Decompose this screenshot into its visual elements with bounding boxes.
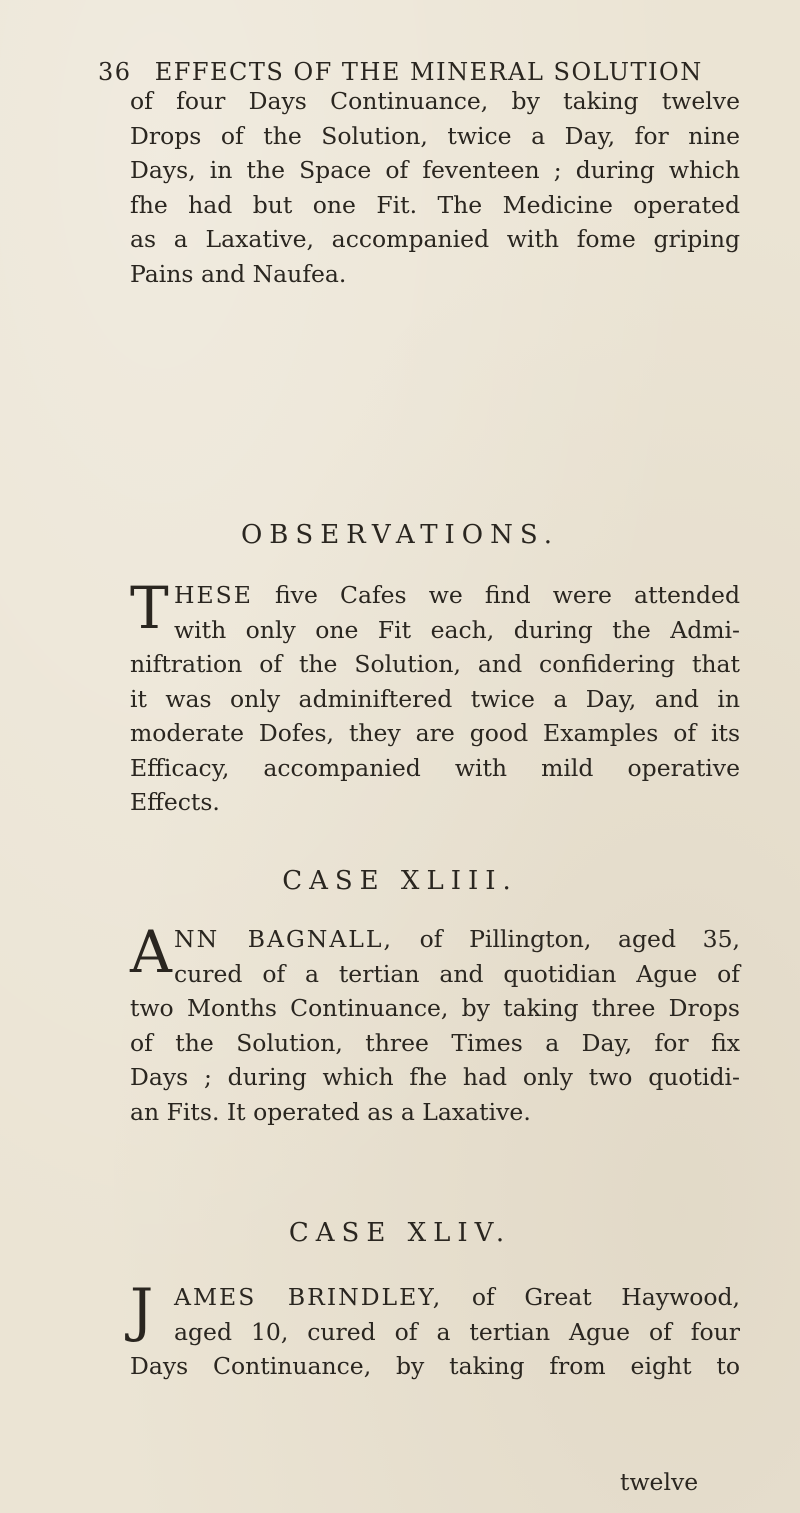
drop-cap: A (130, 918, 172, 986)
case-xliv-heading: CASE XLIV. (288, 1218, 512, 1248)
intro-paragraph (130, 84, 740, 291)
running-title: EFFECTS OF THE MINERAL SOLUTION (154, 58, 703, 86)
text-line: as a Laxative, accompanied with fome griping (130, 225, 740, 253)
text-line: two Months Continuance, by taking three Drops (130, 994, 740, 1022)
running-head (98, 58, 703, 86)
catchword: twelve (620, 1468, 699, 1496)
text-line: Days Continuance, by taking from eight to (130, 1352, 740, 1380)
case-xliii-paragraph (130, 918, 741, 1129)
text-line: Pains and Naufea. (130, 259, 347, 288)
first-word: HESE (174, 581, 253, 609)
text-line: of the Solution, three Times a Day, for fix (130, 1028, 740, 1057)
text-line: it was only adminiftered twice a Day, and in (130, 684, 740, 713)
text-line: Days, in the Space of feventeen ; during which (130, 156, 740, 184)
text-line: of Great Haywood, (442, 1283, 741, 1311)
text-line: niftration of the Solution, and confidering that (130, 650, 740, 678)
text-line: aged 10, cured of a tertian Ague of four (174, 1317, 740, 1346)
text-line: an Fits. It operated as a Laxative. (130, 1097, 531, 1126)
text-line: of Pillington, aged 35, (393, 925, 741, 953)
observations-paragraph (130, 574, 740, 820)
text-line: of four Days Continuance, by taking twelve (130, 87, 740, 115)
case-xliii-heading: CASE XLIII. (282, 866, 518, 896)
text-line: Drops of the Solution, twice a Day, for nine (130, 121, 740, 150)
text-line: with only one Fit each, during the Admi- (174, 615, 740, 644)
text-line: moderate Dofes, they are good Examples of its (130, 719, 740, 747)
patient-name: NN BAGNALL, (174, 925, 393, 953)
drop-cap: T (130, 574, 169, 642)
observations-heading: OBSERVATIONS. (240, 520, 560, 550)
text-line: cured of a tertian and quotidian Ague of (174, 959, 740, 988)
text-line: Effects. (130, 788, 220, 816)
text-line: Days ; during which fhe had only two quotidi- (130, 1063, 740, 1091)
page-number: 36 (98, 58, 132, 86)
case-xliv-paragraph (130, 1276, 741, 1384)
text-line: fhe had but one Fit. The Medicine operated (130, 190, 740, 219)
patient-name: AMES BRINDLEY, (174, 1283, 443, 1311)
text-line: Efficacy, accompanied with mild operative (130, 753, 740, 782)
drop-cap: J (130, 1276, 154, 1344)
text-line: five Cafes we find were attended (252, 581, 740, 609)
